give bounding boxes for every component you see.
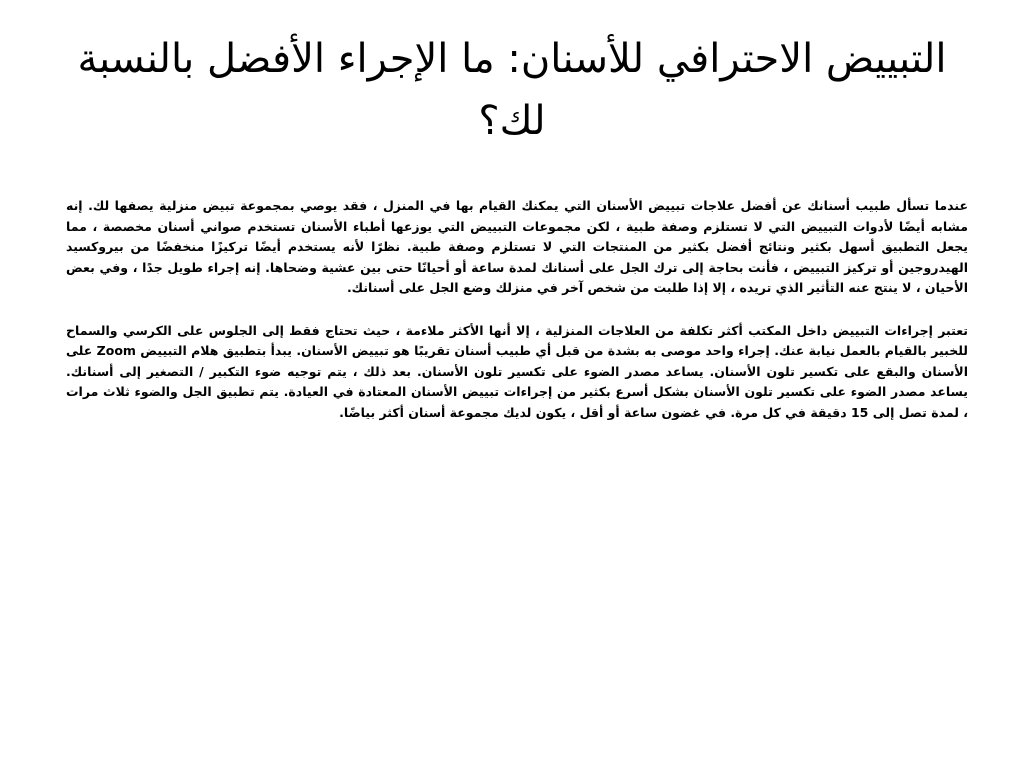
paragraph-in-office-whitening: تعتبر إجراءات التبييض داخل المكتب أكثر تكلفة من العلاجات المنزلية ، إلا أنها الأكثر ملاءمة ، حيث تحتاج فقط إلى الجلوس على الكرسي والسماح للخبير بالقيام بالعمل نيابة عنك. إجراء واحد موصى به بشدة من قبل أي طبيب أسنان تقريبًا هو تبييض الأسنان. يبدأ بتطبيق هلام التبييض Zoom على الأسنان والبقع على تكسير تلون الأسنان. يساعد مصدر الضوء على تكسير تلون الأسنان. بعد ذلك ، يتم توجيه ضوء التكبير / التصغير إلى أسنانك. يساعد مصدر الضوء على تكسير تلون الأسنان بشكل أسرع بكثير من إجراءات تبييض الأسنان المعتادة في العيادة. يتم تطبيق الجل والضوء ثلاث مرات ، لمدة تصل إلى 15 دقيقة في كل مرة. في غضون ساعة أو أقل ، يكون لديك مجموعة أسنان أكثر بياضًا. — [66, 322, 969, 420]
paragraph-home-whitening: عندما تسأل طبيب أسنانك عن أفضل علاجات تبييض الأسنان التي يمكنك القيام بها في المنزل ، فقد يوصي بمجموعة تبيض منزلية يصفها لك. إنه مشابه أيضًا لأدوات التبييض التي لا تستلزم وصفة طبية ، لكن مجموعات التبييض التي يوزعها أطباء الأسنان تستخدم صواني أسنان مخصصة ، مما يجعل التطبيق أسهل بكثير ونتائج أفضل بكثير من المنتجات التي لا تستلزم وصفة طبية. نظرًا لأنه يستخدم أيضًا تركيزًا منخفضًا من بيروكسيد الهيدروجين أو تركيز التبييض ، فأنت بحاجة إلى ترك الجل على أسنانك لمدة ساعة أو أحيانًا حتى بين عشية وضحاها. إنه إجراء طويل جدًا ، وفي بعض الأحيان ، لا ينتج عنه التأثير الذي تريده ، إلا إذا طلبت من شخص آخر في منزلك وضع الجل على أسنانك. — [66, 198, 968, 295]
slide-body — [66, 196, 968, 445]
slide-title: التبييض الاحترافي للأسنان: ما الإجراء الأفضل بالنسبة لك؟ — [77, 36, 947, 144]
